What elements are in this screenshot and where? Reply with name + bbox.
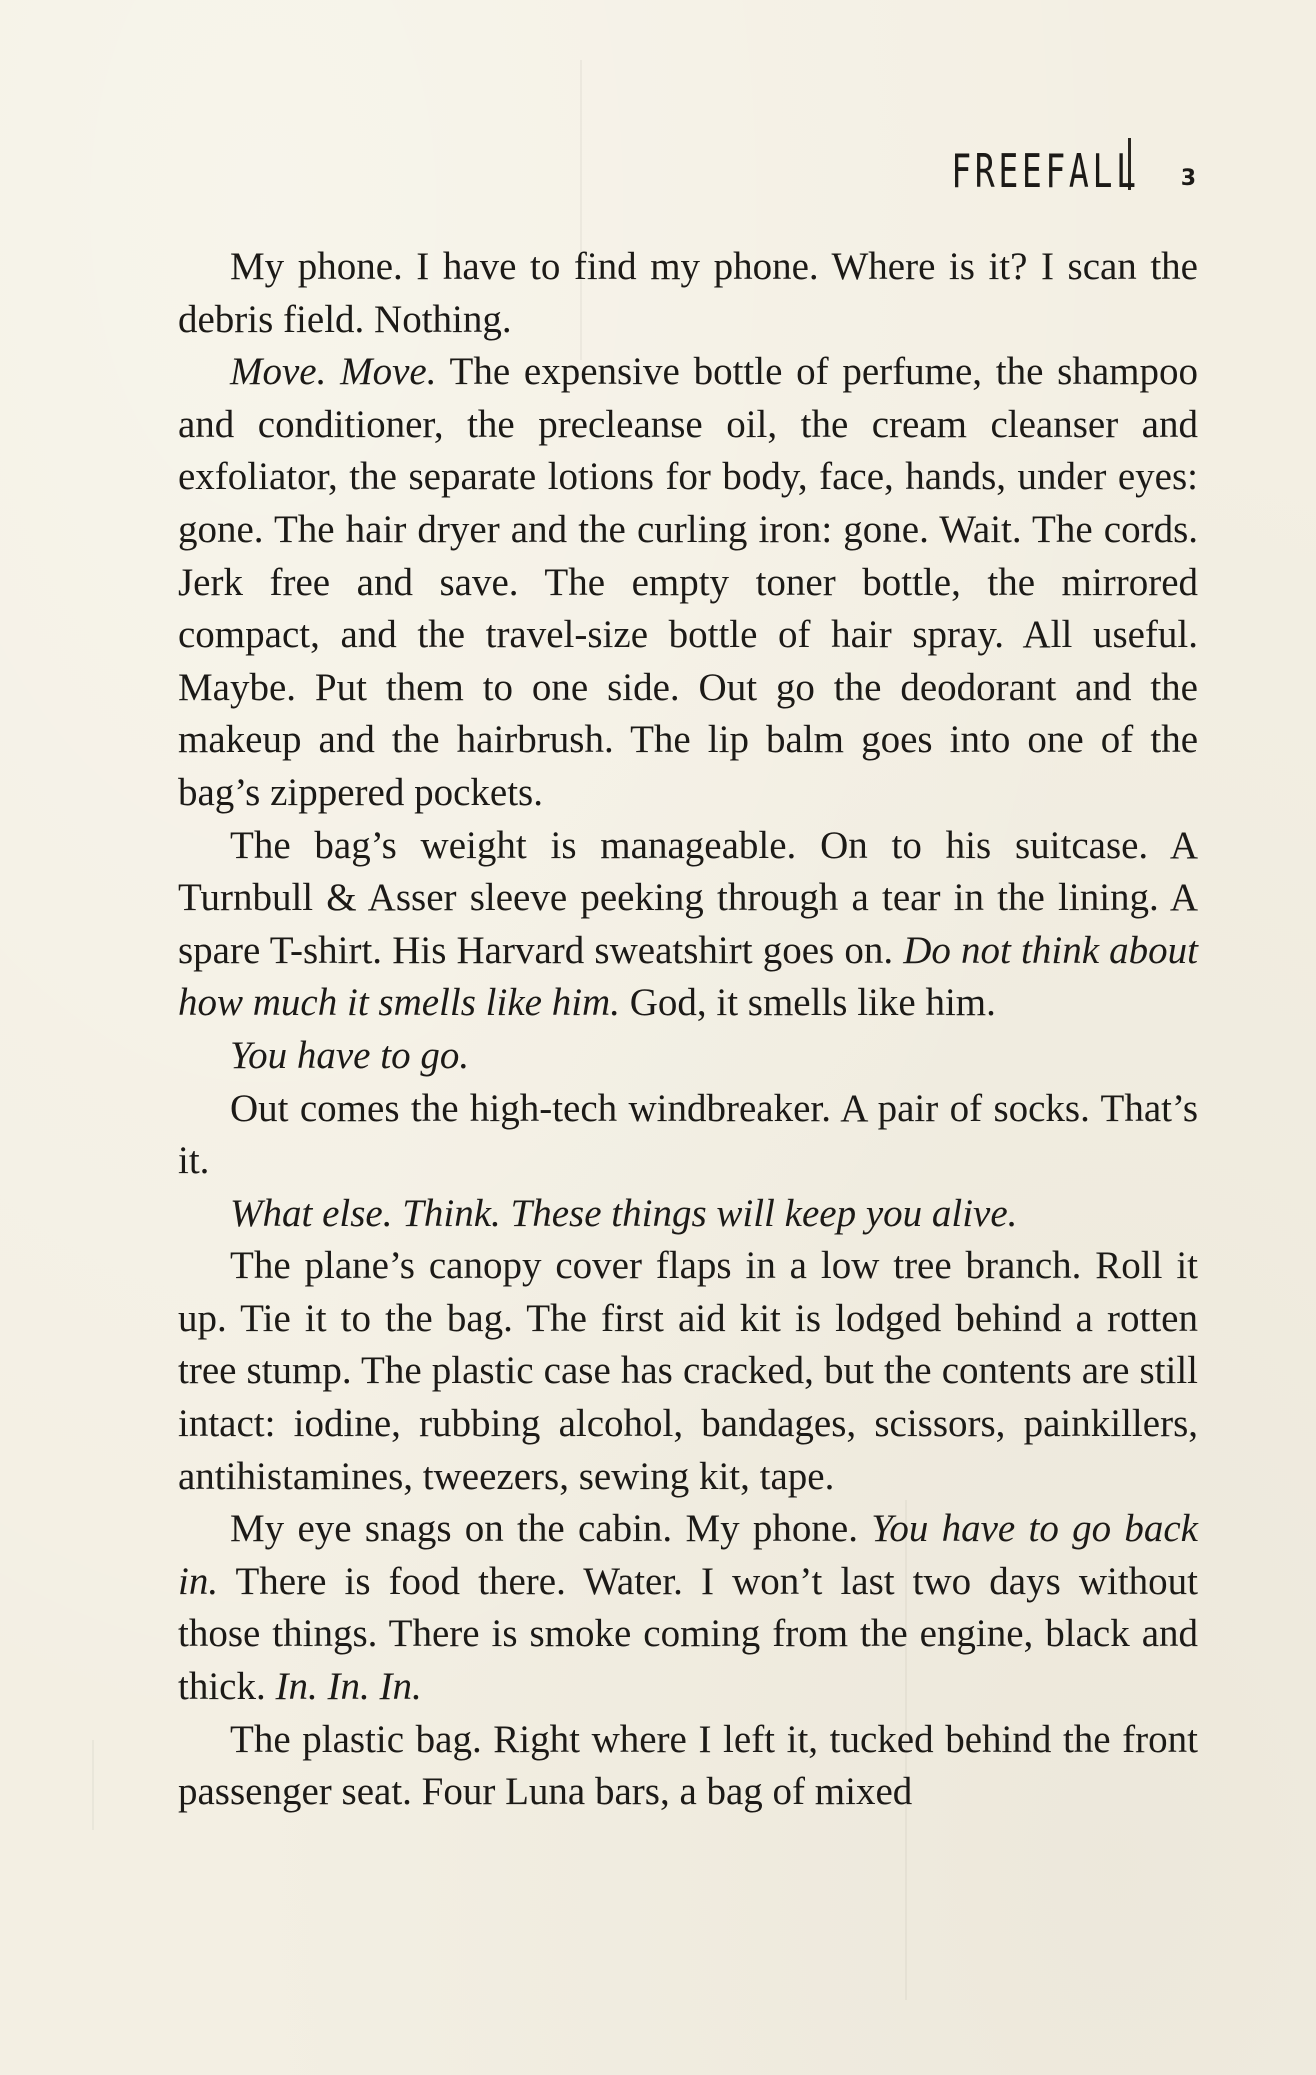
italic-run: What else. Think. These things will keep you alive. — [230, 1191, 1018, 1235]
paragraph — [178, 1714, 1198, 1819]
paragraph — [178, 1503, 1198, 1713]
paragraph — [178, 1083, 1198, 1188]
italic-run: You have to go back in. — [178, 1507, 1198, 1603]
paragraph — [178, 820, 1198, 1030]
page-number: 3 — [1180, 166, 1196, 191]
show-through-mark — [92, 1740, 94, 1830]
running-header — [878, 134, 1196, 198]
text-run: The expensive bottle of perfume, the shampoo and conditioner, the precleanse oil, the cream cleanser and exfoliator, the separate lotions for body, face, hands, under eyes: gone. The hair dryer and the curling iron: gone. Wait. The cords. Jerk free and save. The empty toner bottle, the mirrored compact, and the travel-size bottle of hair spray. All useful. Maybe. Put them to one side. Out go the deodorant and the makeup and the hairbrush. The lip balm goes into one of the bag’s zippered pockets. — [178, 350, 1199, 814]
paragraph — [178, 1030, 1198, 1083]
italic-run: Move. Move. — [230, 350, 437, 394]
italic-run: Do not think about how much it smells like him. — [178, 928, 1198, 1025]
italic-run: You have to go. — [230, 1033, 470, 1077]
paragraph — [178, 1188, 1198, 1241]
text-run: My phone. I have to find my phone. Where is it? I scan the debris field. Nothing. — [178, 245, 1198, 341]
paragraph — [178, 1240, 1198, 1503]
body-text — [178, 241, 1198, 1819]
paragraph — [178, 241, 1198, 346]
text-run: The plastic bag. Right where I left it, tucked behind the front passenger seat. Four Luna bars, a bag of mixed — [178, 1717, 1198, 1814]
text-run: Out comes the high-tech windbreaker. A pair of socks. That’s it. — [178, 1086, 1198, 1183]
text-run: My eye snags on the cabin. My phone. — [230, 1507, 872, 1551]
text-run: The plane’s canopy cover flaps in a low tree branch. Roll it up. Tie it to the bag. The first aid kit is lodged behind a rotten tree stump. The plastic case has cracked, but the contents are still intact: iodine, rubbing alcohol, bandages, scissors, painkillers, antihistamines, tweezers, sewing kit, tape. — [178, 1244, 1198, 1498]
paragraph — [178, 346, 1198, 819]
running-title: FREEFALL — [951, 144, 1140, 198]
text-run: There is food there. Water. I won’t last two days without those things. There is smoke coming from the engine, black and thick. — [178, 1559, 1198, 1709]
text-run: The bag’s weight is manageable. On to his suitcase. A Turnbull & Asser sleeve peeking through a tear in the lining. A spare T-shirt. His Harvard sweatshirt goes on. — [178, 823, 1198, 972]
italic-run: In. In. In. — [275, 1665, 422, 1709]
text-run: God, it smells like him. — [619, 981, 996, 1025]
